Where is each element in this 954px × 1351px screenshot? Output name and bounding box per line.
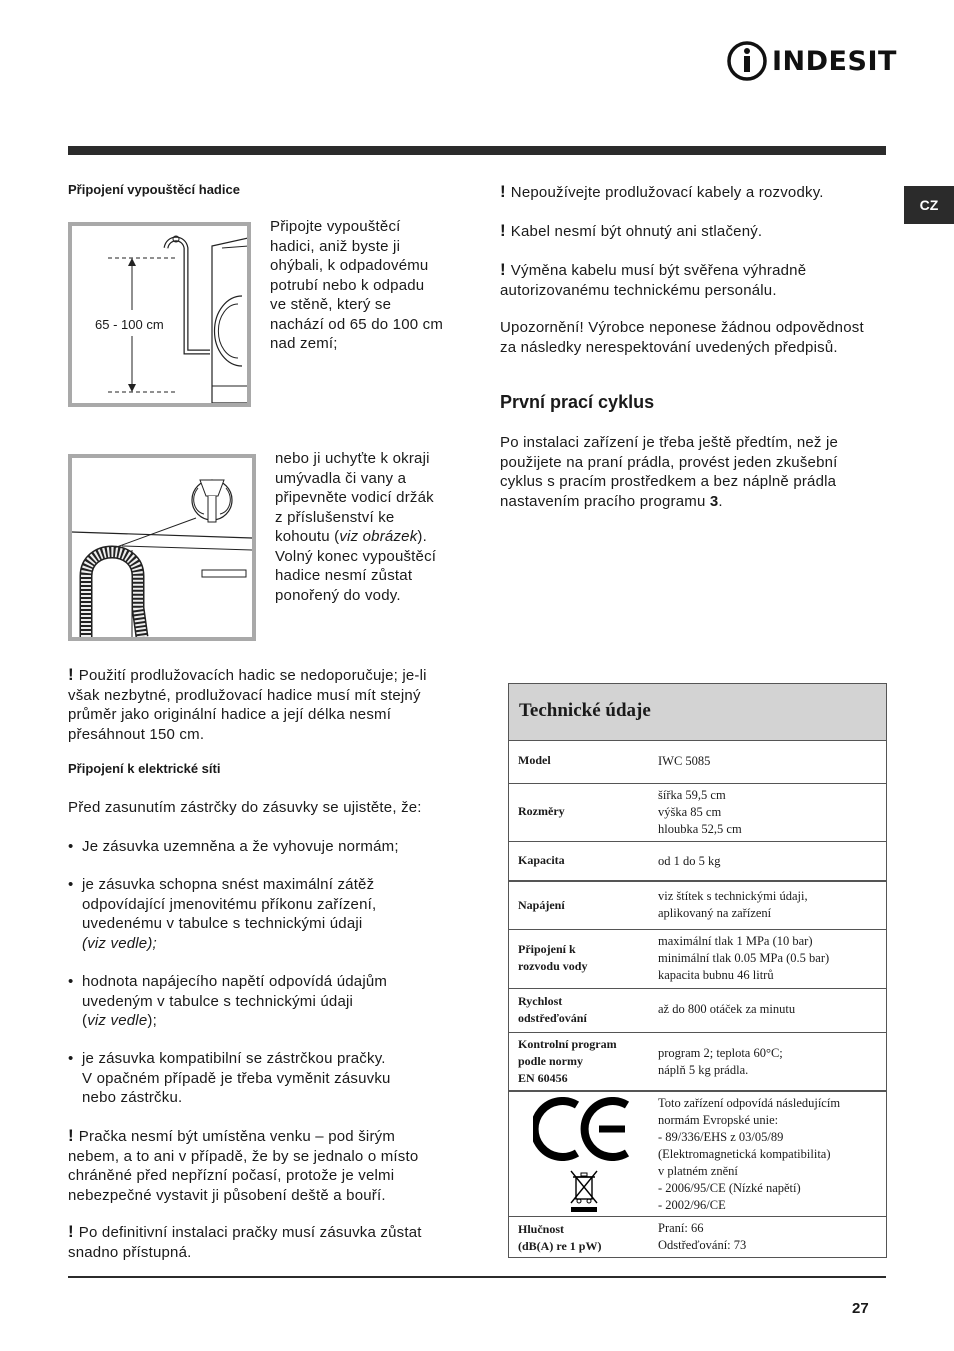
cycle-text-line: [500, 492, 890, 512]
spec-row-spin: [509, 989, 886, 1033]
spec-value-line: - 2006/95/CE (Nízké napětí): [658, 1181, 801, 1195]
drain-wall-figure: [68, 222, 251, 407]
technical-data-header: [509, 684, 886, 741]
spec-label: Rozměry: [518, 804, 565, 818]
sink-text-line: umývadla či vany a: [275, 469, 407, 487]
warning-mark-icon: !: [500, 221, 511, 240]
ce-mark-icon: [533, 1097, 633, 1166]
spec-row-water: [509, 930, 886, 989]
spec-row-capacity: [509, 842, 886, 882]
warning-text-line: průměr jako originální hadice a její délka nesmí: [68, 706, 392, 723]
notice-text-line: za následky nerespektování uvedených předpisů.: [500, 338, 838, 356]
spec-row-model: [509, 740, 886, 784]
technical-data-table: [508, 683, 887, 1258]
spec-value-line: v platném znění: [658, 1164, 738, 1178]
sink-text-line: připevněte vodicí držák: [275, 489, 434, 506]
spec-value-line: šířka 59,5 cm: [658, 788, 726, 802]
spec-value: od 1 do 5 kg: [658, 854, 721, 868]
sink-text-line: ponořený do vody.: [275, 586, 401, 604]
spec-label: Kapacita: [518, 853, 565, 867]
brand-name: INDESIT: [772, 46, 897, 77]
warning-text: Nepoužívejte prodlužovací kabely a rozvodky.: [510, 184, 824, 201]
spec-value-line: Odstřeďování: 73: [658, 1238, 747, 1252]
warning-text-line: Pračka nesmí být umístěna venku – pod širým: [78, 1128, 396, 1145]
spec-value-line: normám Evropské unie:: [658, 1113, 779, 1127]
warning-mark-icon: !: [500, 182, 511, 201]
sink-instructions: [275, 449, 475, 605]
indesit-logo: [726, 40, 897, 82]
spec-label: [518, 941, 587, 975]
header-rule: [68, 146, 886, 155]
spec-value: [658, 888, 808, 922]
spec-label: [518, 1036, 617, 1087]
sink-text-line: nebo ji uchyťte k okraji: [275, 450, 430, 467]
spec-value-line: kapacita bubnu 46 litrů: [658, 968, 774, 982]
indesit-logo-icon: [726, 40, 770, 82]
spec-value-line: (Elektromagnetická kompatibilita): [658, 1147, 831, 1161]
spec-value: [658, 1045, 783, 1079]
spec-label-line: EN 60456: [518, 1071, 568, 1085]
program-number: 3: [709, 492, 719, 510]
drain-instructions: [270, 217, 470, 354]
extension-hose-warning: [68, 665, 458, 744]
cycle-text-line: cyklus s pracím prostředkem a bez náplně prádla: [500, 473, 837, 490]
warning-text-line: autorizovanému technickému personálu.: [500, 281, 777, 299]
drain-text-line: ohýbali, k odpadovému: [270, 257, 429, 274]
see-beside-ref: viz vedle: [87, 1012, 148, 1029]
spec-value-line: minimální tlak 0.05 MPa (0.5 bar): [658, 951, 830, 965]
drain-text-line: nad zemí;: [270, 335, 338, 352]
drain-sink-illustration: [72, 458, 252, 637]
drain-text-line: Připojte vypouštěcí: [270, 218, 401, 235]
spec-label-line: Hlučnost: [518, 1222, 565, 1236]
sink-text-line: Volný konec vypouštěcí: [275, 547, 437, 565]
bullet-dot: •: [68, 973, 74, 990]
bullet-dot: •: [68, 1050, 74, 1067]
footer-rule: [68, 1276, 886, 1278]
bullet-text-line: uvedenému v tabulce s technickými údaji: [82, 915, 363, 932]
warning-text-line: nebezpečné vystavit ji působení deště a bouří.: [68, 1186, 386, 1204]
warning-text-line: Použití prodlužovacích hadic se nedoporučuje; je-li: [78, 667, 427, 684]
warning-text-line: Po definitivní instalaci pračky musí zásuvka zůstat: [78, 1224, 422, 1241]
warning-text-line: však nezbytné, prodlužovací hadice musí mít stejný: [68, 686, 421, 704]
warning-mark-icon: !: [68, 1222, 79, 1241]
drain-text-line: ve stěně, který se: [270, 296, 392, 313]
spec-value-line: výška 85 cm: [658, 805, 722, 819]
spec-value: [658, 933, 829, 984]
spec-value: [658, 787, 742, 838]
spec-label-line: odstřeďování: [518, 1011, 587, 1025]
first-cycle-title: První prací cyklus: [500, 392, 655, 412]
sink-text-part: ).: [417, 528, 427, 545]
bullet-text: Je zásuvka uzemněna a že vyhovuje normám;: [82, 838, 399, 855]
weee-bin-icon: [569, 1169, 599, 1218]
see-figure-ref: viz obrázek: [339, 528, 418, 545]
warning-mark-icon: !: [500, 260, 511, 279]
spec-value-line: náplň 5 kg prádla.: [658, 1063, 749, 1077]
spec-value-line: Praní: 66: [658, 1221, 704, 1235]
spec-value: [658, 1220, 746, 1254]
bullet-text-line: hodnota napájecího napětí odpovídá údajům: [82, 973, 388, 990]
spec-label: [518, 1221, 601, 1255]
spec-value-line: program 2; teplota 60°C;: [658, 1046, 783, 1060]
bullet-text-line: V opačném případě je třeba vyměnit zásuvku: [82, 1069, 391, 1087]
notice-text-line: Upozornění! Výrobce neponese žádnou odpovědnost: [500, 319, 864, 336]
spec-label-line: podle normy: [518, 1054, 584, 1068]
spec-value-line: Toto zařízení odpovídá následujícím: [658, 1096, 841, 1110]
spec-row-noise: [509, 1217, 886, 1257]
cycle-text-line: použijete na praní prádla, provést jeden zkušební: [500, 453, 838, 471]
spec-value-line: - 2002/96/CE: [658, 1198, 726, 1212]
cycle-text-part: .: [718, 492, 723, 510]
drain-sink-figure: [68, 454, 256, 641]
electrical-intro: Před zasunutím zástrčky do zásuvky se ujistěte, že:: [68, 799, 422, 816]
electrical-section-title: Připojení k elektrické síti: [68, 761, 221, 776]
drain-text-line: potrubí nebo k odpadu: [270, 276, 425, 294]
bullet-dot: •: [68, 838, 74, 855]
spec-label: Napájení: [518, 898, 565, 912]
warning-text-line: snadno přístupná.: [68, 1243, 192, 1261]
warning-text-line: chráněné před nepřízní počasí, protože je velmi: [68, 1167, 395, 1184]
height-range-label: 65 - 100 cm: [95, 317, 164, 332]
drain-text-line: nachází od 65 do 100 cm: [270, 315, 444, 333]
bullet-text-line: uvedeným v tabulce s technickými údaji: [82, 992, 354, 1010]
warning-text-line: Výměna kabelu musí být svěřena výhradně: [510, 262, 807, 279]
sink-text-line: [275, 527, 475, 547]
warning-cable-replace: [500, 260, 890, 300]
warning-mark-icon: !: [68, 1126, 79, 1145]
bullet-dot: •: [68, 876, 74, 893]
spec-row-control-program: [509, 1033, 886, 1092]
page-number: 27: [852, 1300, 869, 1317]
spec-label-line: (dB(A) re 1 pW): [518, 1239, 602, 1253]
bullet-text: [82, 1049, 462, 1108]
bullet-grounded: [68, 837, 463, 857]
warning-text-line: nebem, a to ani v případě, že by se jednalo o místo: [68, 1147, 419, 1165]
bullet-text-part: (: [82, 1012, 88, 1029]
spec-value-line: maximální tlak 1 MPa (10 bar): [658, 934, 813, 948]
outdoor-warning: [68, 1126, 463, 1205]
warning-text: Kabel nesmí být ohnutý ani stlačený.: [510, 223, 763, 240]
bullet-voltage: [68, 972, 463, 1029]
spec-row-power: [509, 882, 886, 930]
spec-label: [518, 993, 587, 1027]
bullet-text-line: je zásuvka schopna snést maximální zátěž: [82, 876, 375, 893]
spec-row-dimensions: [509, 784, 886, 842]
drain-section-title: Připojení vypouštěcí hadice: [68, 182, 240, 197]
sink-text-line: hadice nesmí zůstat: [275, 567, 413, 584]
spec-value: IWC 5085: [658, 754, 711, 768]
first-cycle-text: [500, 433, 890, 511]
spec-value-line: aplikovaný na zařízení: [658, 906, 772, 920]
warning-text-line: přesáhnout 150 cm.: [68, 725, 205, 743]
bullet-text-part: );: [147, 1012, 157, 1029]
spec-value: [658, 1095, 840, 1214]
language-tab: CZ: [904, 186, 954, 224]
warning-no-extension: [500, 182, 890, 203]
liability-notice: [500, 318, 890, 357]
drain-text-line: hadici, aniž byste ji: [270, 237, 401, 255]
bullet-text: [82, 875, 462, 953]
spec-value: až do 800 otáček za minutu: [658, 1002, 796, 1016]
bullet-plug: [68, 1049, 463, 1106]
bullet-text-line: nebo zástrčku.: [82, 1089, 183, 1106]
spec-label-line: rozvodu vody: [518, 959, 588, 973]
drain-wall-illustration: [72, 226, 247, 403]
cycle-text-line: Po instalaci zařízení je třeba ještě předtím, než je: [500, 434, 839, 451]
bullet-text-line: odpovídající jmenovitému příkonu zařízení,: [82, 895, 377, 913]
spec-value-line: - 89/336/EHS z 03/05/89: [658, 1130, 784, 1144]
bullet-text-line: (viz vedle);: [82, 934, 157, 952]
cycle-text-part: nastavením pracího programu: [500, 492, 710, 510]
bullet-text-line: [82, 1011, 462, 1031]
bullet-text: [82, 972, 462, 1031]
spec-label-line: Připojení k: [518, 942, 576, 956]
bullet-text-line: je zásuvka kompatibilní se zástrčkou pračky.: [82, 1050, 386, 1067]
sink-text-part: kohoutu (: [275, 528, 340, 545]
bullet-load: [68, 875, 463, 952]
spec-label-line: Kontrolní program: [518, 1037, 617, 1051]
sink-text-line: z příslušenství ke: [275, 508, 395, 526]
socket-access-warning: [68, 1222, 463, 1262]
spec-value-line: viz štítek s technickými údaji,: [658, 889, 808, 903]
spec-row-ce-compliance: [509, 1092, 886, 1217]
spec-label: Model: [518, 753, 551, 767]
technical-data-title: Technické údaje: [519, 700, 651, 721]
spec-label-line: Rychlost: [518, 994, 563, 1008]
warning-mark-icon: !: [68, 665, 79, 684]
spec-value-line: hloubka 52,5 cm: [658, 822, 742, 836]
warning-cable-bent: [500, 221, 890, 242]
